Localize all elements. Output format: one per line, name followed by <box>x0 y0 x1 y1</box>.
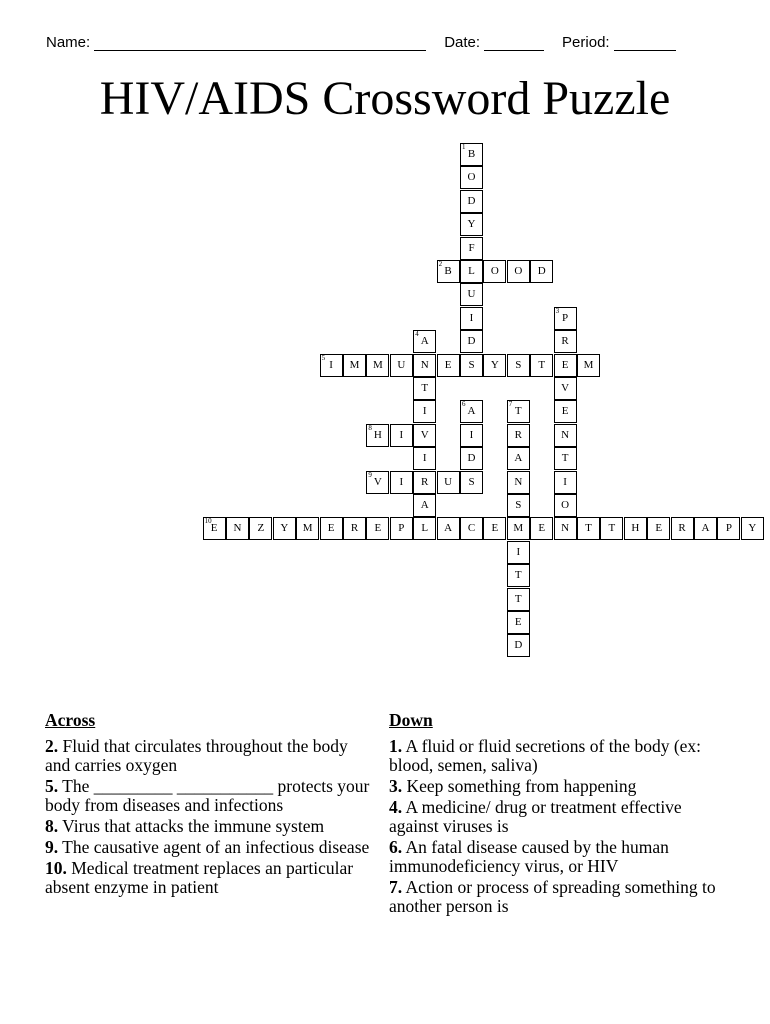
crossword-cell[interactable] <box>507 424 530 447</box>
down-clue: 4. A medicine/ drug or treatment effective against viruses is <box>389 797 682 836</box>
cell-letter: E <box>561 405 569 418</box>
crossword-cell[interactable] <box>554 400 577 423</box>
cell-letter: Y <box>467 218 476 231</box>
cell-letter: S <box>515 499 522 511</box>
cell-letter: E <box>538 522 546 535</box>
cell-letter: I <box>399 428 404 441</box>
crossword-cell[interactable] <box>460 260 483 283</box>
down-clue: 3. Keep something from happening <box>389 776 637 796</box>
cell-letter: T <box>514 569 522 582</box>
cell-letter: D <box>537 265 546 277</box>
crossword-cell[interactable] <box>366 424 389 447</box>
cell-letter: S <box>468 358 475 371</box>
cell-letter: Z <box>257 522 265 535</box>
cell-letter: L <box>468 265 475 277</box>
date-label: Date: <box>444 34 481 51</box>
cell-letter: M <box>513 522 524 535</box>
crossword-cell[interactable] <box>460 424 483 447</box>
crossword-cell[interactable] <box>460 307 483 330</box>
cell-letter: D <box>514 639 523 652</box>
cell-letter: U <box>467 288 476 301</box>
crossword-cell[interactable] <box>343 354 366 377</box>
cell-letter: I <box>422 405 427 418</box>
cell-letter: T <box>608 522 616 535</box>
crossword-cell[interactable] <box>249 517 272 540</box>
period-label: Period: <box>562 34 610 51</box>
crossword-cell[interactable] <box>413 517 436 540</box>
cell-letter: E <box>210 522 218 535</box>
cell-letter: A <box>467 405 476 418</box>
cell-letter: E <box>327 522 335 535</box>
clue-number: 6 <box>462 400 466 409</box>
crossword-cell[interactable] <box>507 471 530 494</box>
crossword-cell[interactable] <box>437 260 460 283</box>
crossword-cell[interactable] <box>366 354 389 377</box>
down-clue: 1. A fluid or fluid secretions of the body (ex: blood, semen, saliva) <box>389 736 702 775</box>
cell-letter: V <box>420 428 429 441</box>
cell-letter: O <box>561 499 570 511</box>
cell-letter: E <box>561 358 569 371</box>
crossword-cell[interactable] <box>413 424 436 447</box>
cell-letter: O <box>467 171 476 184</box>
clue-number: 4 <box>415 330 419 339</box>
cell-letter: M <box>373 358 383 371</box>
crossword-cell[interactable] <box>717 517 740 540</box>
cell-letter: O <box>490 265 499 277</box>
crossword-cell[interactable] <box>507 541 530 564</box>
crossword-cell[interactable] <box>483 260 506 283</box>
cell-letter: T <box>514 405 522 418</box>
cell-letter: H <box>373 428 382 441</box>
cell-letter: P <box>562 311 569 324</box>
crossword-cell[interactable] <box>273 517 296 540</box>
crossword-cell[interactable] <box>507 634 530 657</box>
crossword-cell[interactable] <box>554 517 577 540</box>
crossword-cell[interactable] <box>437 354 460 377</box>
clue-number: 2 <box>438 260 443 268</box>
cell-letter: V <box>373 475 382 488</box>
crossword-cell[interactable] <box>460 471 483 494</box>
crossword-cell[interactable] <box>577 354 600 377</box>
cell-letter: Y <box>280 522 289 535</box>
cell-letter: T <box>585 522 592 535</box>
cell-letter: U <box>397 358 406 371</box>
crossword-cell[interactable] <box>554 330 577 353</box>
crossword-cell[interactable] <box>437 517 460 540</box>
cell-letter: I <box>469 428 474 441</box>
cell-letter: D <box>467 452 476 465</box>
cell-letter: I <box>516 545 521 558</box>
crossword-cell[interactable] <box>366 471 389 494</box>
crossword-cell[interactable] <box>460 190 483 213</box>
crossword-cell[interactable] <box>413 377 436 400</box>
crossword-cell[interactable] <box>390 424 413 447</box>
crossword-cell[interactable] <box>460 283 483 306</box>
cell-letter: M <box>302 522 313 535</box>
across-clue: 8. Virus that attacks the immune system <box>45 816 325 836</box>
cell-letter: H <box>631 522 640 535</box>
crossword-cell[interactable] <box>460 447 483 470</box>
crossword-cell[interactable] <box>624 517 647 540</box>
cell-letter: U <box>444 475 453 488</box>
clue-number: 7 <box>508 400 513 409</box>
crossword-cell[interactable] <box>460 237 483 260</box>
crossword-cell[interactable] <box>554 494 577 517</box>
crossword-cell[interactable] <box>413 447 436 470</box>
down-clues <box>389 711 734 918</box>
crossword-cell[interactable] <box>390 354 413 377</box>
cell-letter: V <box>561 382 570 394</box>
cell-letter: I <box>563 475 567 488</box>
crossword-cell[interactable] <box>600 517 623 540</box>
cell-letter: A <box>420 499 429 511</box>
crossword-cell[interactable] <box>460 354 483 377</box>
down-heading: Down <box>389 710 433 730</box>
crossword-cell[interactable] <box>296 517 319 540</box>
crossword-cell[interactable] <box>460 143 483 166</box>
cell-letter: S <box>515 358 522 371</box>
name-label: Name: <box>46 34 91 51</box>
cell-letter: C <box>467 522 476 535</box>
cell-letter: E <box>491 522 499 535</box>
crossword-cell[interactable] <box>320 354 343 377</box>
crossword-cell[interactable] <box>460 330 483 353</box>
cell-letter: E <box>514 616 522 628</box>
clue-number: 9 <box>368 470 372 479</box>
clue-number: 1 <box>462 143 466 151</box>
crossword-cell[interactable] <box>507 588 530 611</box>
crossword-cell[interactable] <box>647 517 670 540</box>
across-clue: 10. Medical treatment replaces an particular absent enzyme in patient <box>45 858 354 897</box>
cell-letter: N <box>514 475 523 488</box>
crossword-cell[interactable] <box>366 517 389 540</box>
crossword-cell[interactable] <box>507 517 530 540</box>
cell-letter: T <box>561 452 569 465</box>
crossword-cell[interactable] <box>203 517 226 540</box>
cell-letter: E <box>374 522 382 535</box>
cell-letter: M <box>583 358 594 371</box>
cell-letter: O <box>514 265 523 277</box>
across-clue: 5. The _________ ___________ protects your body from diseases and infections <box>45 776 370 815</box>
crossword-cell[interactable] <box>530 260 553 283</box>
crossword-cell[interactable] <box>507 494 530 517</box>
crossword-cell[interactable] <box>460 213 483 236</box>
clue-number: 3 <box>555 306 560 315</box>
cell-letter: R <box>350 522 359 535</box>
cell-letter: A <box>514 452 523 465</box>
crossword-cell[interactable] <box>671 517 694 540</box>
cell-letter: A <box>444 522 453 535</box>
crossword-cell[interactable] <box>554 471 577 494</box>
crossword-cell[interactable] <box>483 517 506 540</box>
crossword-cell[interactable] <box>413 400 436 423</box>
down-clue: 6. An fatal disease caused by the human immunodeficiency virus, or HIV <box>389 837 669 876</box>
crossword-cell[interactable] <box>554 377 577 400</box>
crossword-cell[interactable] <box>343 517 366 540</box>
cell-letter: T <box>538 358 546 371</box>
across-clues <box>45 711 370 899</box>
crossword-cell[interactable] <box>507 611 530 634</box>
cell-letter: N <box>420 358 429 371</box>
crossword-cell[interactable] <box>507 400 530 423</box>
cell-letter: D <box>467 194 476 207</box>
cell-letter: R <box>678 522 686 535</box>
clue-number: 10 <box>204 517 212 526</box>
cell-letter: I <box>422 452 427 465</box>
crossword-cell[interactable] <box>460 517 483 540</box>
crossword-cell[interactable] <box>413 494 436 517</box>
cell-letter: N <box>561 428 570 441</box>
cell-letter: N <box>561 522 570 535</box>
crossword-cell[interactable] <box>390 517 413 540</box>
cell-letter: B <box>467 148 476 160</box>
cell-letter: I <box>399 475 404 488</box>
crossword-cell[interactable] <box>530 354 553 377</box>
cell-letter: D <box>467 335 476 348</box>
crossword-cell[interactable] <box>507 447 530 470</box>
across-clue: 2. Fluid that circulates throughout the body and carries oxygen <box>45 736 348 775</box>
crossword-cell[interactable] <box>413 330 436 353</box>
cell-letter: P <box>398 522 405 535</box>
crossword-cell[interactable] <box>460 400 483 423</box>
crossword-cell[interactable] <box>507 260 530 283</box>
cell-letter: Y <box>748 522 757 535</box>
crossword-cell[interactable] <box>741 517 764 540</box>
crossword-cell[interactable] <box>554 307 577 330</box>
cell-letter: S <box>468 475 475 488</box>
cell-letter: I <box>469 311 474 324</box>
cell-letter: N <box>233 522 242 535</box>
across-heading: Across <box>45 710 96 730</box>
cell-letter: A <box>420 335 429 348</box>
cell-letter: M <box>349 358 360 371</box>
cell-letter: B <box>444 265 452 277</box>
crossword-cell[interactable] <box>554 424 577 447</box>
crossword-cell[interactable] <box>507 354 530 377</box>
clue-number: 5 <box>321 353 326 362</box>
cell-letter: T <box>514 592 522 605</box>
crossword-cell[interactable] <box>437 471 460 494</box>
crossword-cell[interactable] <box>694 517 717 540</box>
across-clue: 9. The causative agent of an infectious disease <box>45 837 370 857</box>
crossword-cell[interactable] <box>413 354 436 377</box>
cell-letter: P <box>725 522 732 535</box>
cell-letter: R <box>514 428 522 441</box>
crossword-cell[interactable] <box>320 517 343 540</box>
cell-letter: E <box>655 522 663 535</box>
crossword-cell[interactable] <box>390 471 413 494</box>
cell-letter: F <box>468 241 475 254</box>
cell-letter: I <box>329 358 333 371</box>
crossword-cell[interactable] <box>554 354 577 377</box>
crossword-cell[interactable] <box>507 564 530 587</box>
crossword-cell[interactable] <box>226 517 249 540</box>
clue-number: 8 <box>368 423 372 432</box>
cell-letter: E <box>444 358 452 371</box>
cell-letter: Y <box>490 358 499 371</box>
crossword-cell[interactable] <box>530 517 553 540</box>
crossword-cell[interactable] <box>413 471 436 494</box>
down-clue: 7. Action or process of spreading something to another person is <box>389 877 716 916</box>
cell-letter: A <box>701 522 710 535</box>
crossword-cell[interactable] <box>483 354 506 377</box>
cell-letter: T <box>421 382 429 394</box>
crossword-cell[interactable] <box>554 447 577 470</box>
cell-letter: R <box>561 335 569 348</box>
cell-letter: R <box>421 475 429 488</box>
crossword-cell[interactable] <box>460 166 483 189</box>
cell-letter: L <box>421 522 429 535</box>
page-title: HIV/AIDS Crossword Puzzle <box>99 72 671 125</box>
crossword-cell[interactable] <box>577 517 600 540</box>
